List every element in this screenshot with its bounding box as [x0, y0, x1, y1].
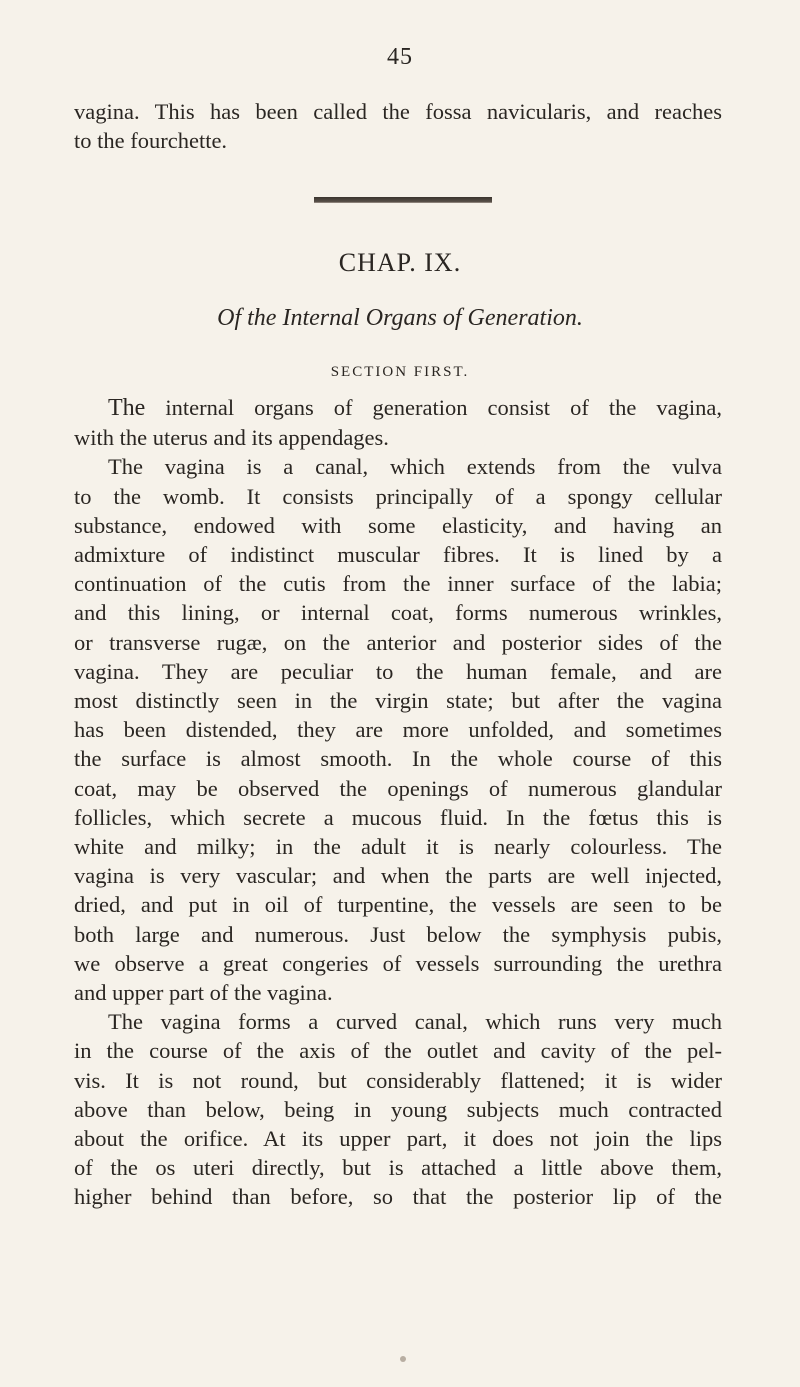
text-line: follicles, which secrete a mucous fluid. In the fœtus this is [74, 804, 722, 830]
text-line: continuation of the cutis from the inner surface of the labia; [74, 571, 722, 597]
text-line: vagina. This has been called the fossa navicularis, and reaches [74, 99, 722, 124]
text-line: to the womb. It consists principally of a spongy cellular [74, 483, 722, 509]
text-line: to the fourchette. [74, 128, 228, 154]
text-line: vagina is very vascular; and when the parts are well injected, [74, 863, 722, 889]
text-line: white and milky; in the adult it is nearly colourless. The [74, 834, 722, 860]
text-line: both large and numerous. Just below the symphysis pubis, [74, 921, 722, 947]
text-line: vagina. They are peculiar to the human female, and are [74, 658, 722, 684]
text-line: about the orifice. At its upper part, it does not join the lips [74, 1126, 722, 1152]
body-text [74, 393, 722, 1212]
text-line: or transverse rugæ, on the anterior and posterior sides of the [74, 629, 722, 655]
text-line: coat, may be observed the openings of numerous glandular [74, 775, 722, 801]
text-line: of the os uteri directly, but is attached a little above them, [74, 1155, 722, 1181]
text-line: and this lining, or internal coat, forms numerous wrinkles, [74, 600, 722, 626]
text-line: has been distended, they are more unfolded, and sometimes [74, 717, 722, 743]
text-line: admixture of indistinct muscular fibres. It is lined by a [74, 542, 722, 568]
text-line: above than below, being in young subjects much contracted [74, 1096, 722, 1122]
ornamental-rule [314, 197, 492, 203]
chapter-heading: CHAP. IX. [338, 248, 462, 277]
text-line: dried, and put in oil of turpentine, the vessels are seen to be [74, 892, 722, 918]
chapter-title: Of the Internal Organs of Generation. [217, 305, 583, 331]
text-line [74, 393, 722, 423]
text-line: we observe a great congeries of vessels surrounding the urethra [74, 950, 722, 976]
text-span: internal organs of generation consist of the vagina, [145, 395, 722, 420]
text-line: and upper part of the vagina. [74, 980, 333, 1006]
text-line: higher behind than before, so that the posterior lip of the [74, 1184, 722, 1210]
text-line: The vagina is a canal, which extends from the vulva [108, 454, 722, 480]
section-heading: SECTION FIRST. [330, 364, 470, 380]
text-line: most distinctly seen in the virgin state; but after the vagina [74, 688, 722, 714]
text-line: vis. It is not round, but considerably flattened; it is wider [74, 1067, 722, 1093]
text-line: with the uterus and its appendages. [74, 425, 389, 451]
ink-speck [400, 1356, 406, 1362]
opening-paragraph [74, 97, 722, 155]
text-line: in the course of the axis of the outlet and cavity of the pel- [74, 1038, 722, 1064]
text-line: the surface is almost smooth. In the whole course of this [74, 746, 722, 772]
text-line: The vagina forms a curved canal, which runs very much [108, 1009, 722, 1035]
text-line: substance, endowed with some elasticity, and having an [74, 512, 722, 538]
page-number: 45 [387, 44, 413, 70]
lead-word: The [108, 395, 146, 421]
